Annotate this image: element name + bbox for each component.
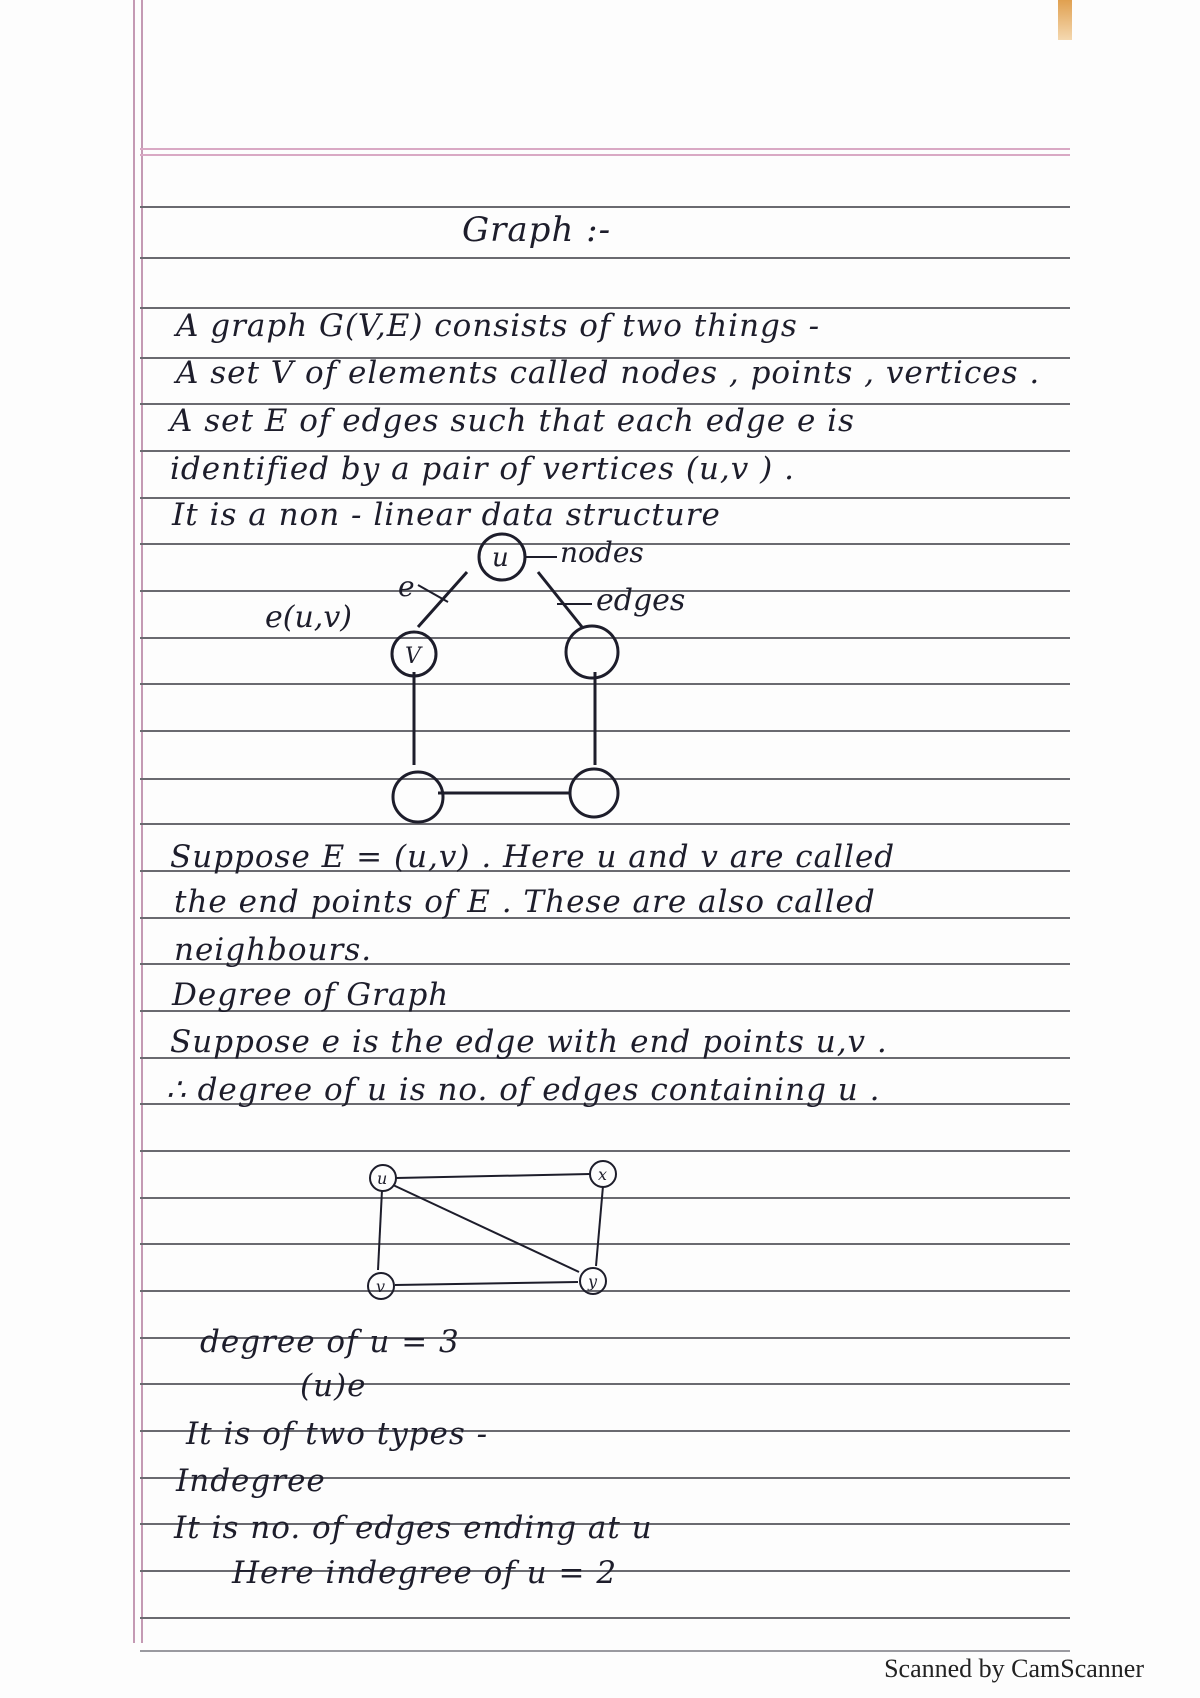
graph-edge xyxy=(396,1174,590,1178)
section-heading: Indegree xyxy=(176,1463,326,1499)
intro-line: A graph G(V,E) consists of two things - xyxy=(176,308,821,344)
edge-label: e xyxy=(398,570,415,603)
intro-line: A set E of edges such that each edge e is xyxy=(170,403,855,439)
nodes-label: nodes xyxy=(560,536,644,569)
scanner-watermark: Scanned by CamScanner xyxy=(884,1654,1144,1683)
graph-edge xyxy=(395,1282,578,1285)
indegree-example: Here indegree of u = 2 xyxy=(232,1555,618,1591)
degree-line: Suppose e is the edge with end points u,v . xyxy=(170,1024,888,1060)
degree-notation: (u)e xyxy=(300,1368,367,1404)
edge-pair-label: e(u,v) xyxy=(265,600,352,635)
graph-edge xyxy=(378,1190,382,1270)
degree-line: ∴ degree of u is no. of edges containing u . xyxy=(166,1072,881,1108)
node-label-y: y xyxy=(588,1272,598,1291)
body-line: Suppose E = (u,v) . Here u and v are called xyxy=(170,839,896,875)
node-label-v: v xyxy=(376,1277,386,1296)
intro-line: A set V of elements called nodes , points , vertices . xyxy=(176,355,1041,391)
indegree-definition: It is no. of edges ending at u xyxy=(174,1510,653,1546)
intro-line: identified by a pair of vertices (u,v ) . xyxy=(170,451,795,487)
types-line: It is of two types - xyxy=(186,1416,489,1452)
node-label-v: V xyxy=(405,644,421,669)
graph-edge xyxy=(393,1185,579,1272)
section-heading: Degree of Graph xyxy=(172,977,450,1013)
intro-line: It is a non - linear data structure xyxy=(172,497,721,533)
node-label-u: u xyxy=(377,1169,388,1188)
body-line: neighbours. xyxy=(174,932,373,968)
page-title: Graph :- xyxy=(462,210,612,250)
graph-edge xyxy=(596,1186,603,1266)
degree-result: degree of u = 3 xyxy=(200,1324,460,1360)
node-label-x: x xyxy=(598,1165,608,1184)
body-line: the end points of E . These are also called xyxy=(174,884,876,920)
node-label-u: u xyxy=(492,543,509,573)
edges-label: edges xyxy=(596,583,686,618)
